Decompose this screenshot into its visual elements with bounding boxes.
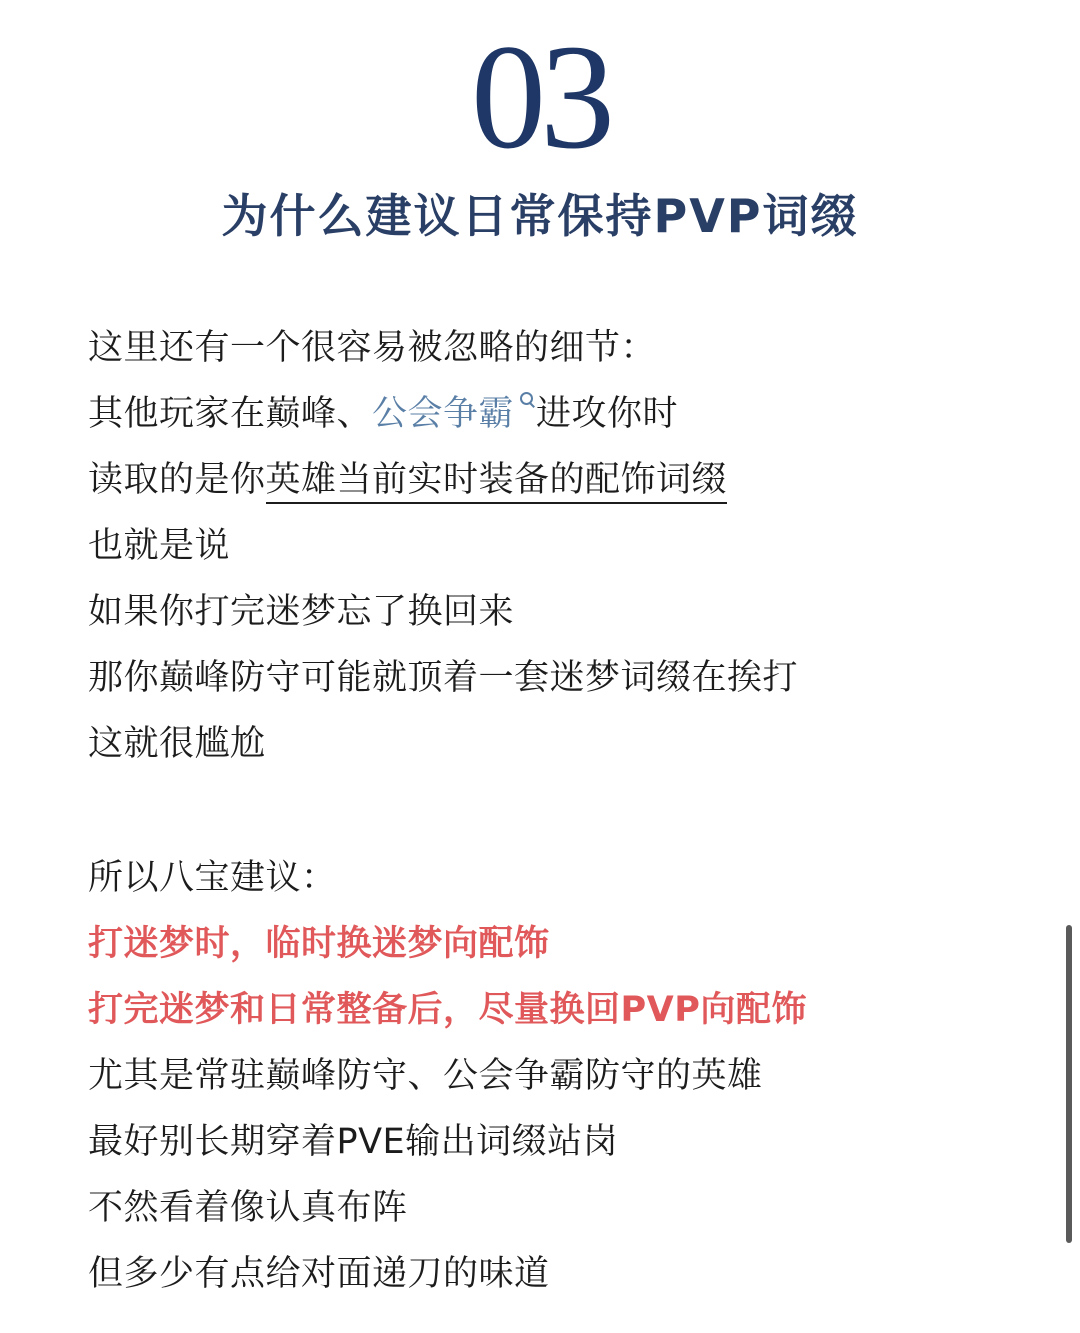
text-line-3 — [88, 458, 727, 502]
text-line-3-prefix: 读取的是你 — [88, 460, 266, 500]
search-icon — [518, 392, 536, 422]
scrollbar-thumb[interactable] — [1066, 925, 1072, 1243]
text-line-2 — [88, 392, 678, 436]
guild-battle-link-label: 公会争霸 — [372, 394, 515, 434]
text-line-8: 所以八宝建议： — [88, 858, 337, 898]
highlight-line-2: 打完迷梦和日常整备后，尽量换回PVP向配饰 — [88, 990, 807, 1030]
section-title: 为什么建议日常保持PVP词缀 — [221, 189, 859, 243]
text-line-5: 如果你打完迷梦忘了换回来 — [88, 592, 515, 632]
text-line-11: 尤其是常驻巅峰防守、公会争霸防守的英雄 — [88, 1056, 763, 1096]
highlight-line-1: 打迷梦时，临时换迷梦向配饰 — [88, 924, 550, 964]
text-line-2-suffix: 进攻你时 — [536, 394, 679, 434]
text-line-7: 这就很尴尬 — [88, 724, 266, 764]
text-line-6: 那你巅峰防守可能就顶着一套迷梦词缀在挨打 — [88, 658, 799, 698]
underlined-phrase: 英雄当前实时装备的配饰词缀 — [266, 460, 728, 504]
text-line-13: 不然看着像认真布阵 — [88, 1188, 408, 1228]
text-line-4: 也就是说 — [88, 526, 231, 566]
text-line-1: 这里还有一个很容易被忽略的细节： — [88, 328, 657, 368]
text-line-14: 但多少有点给对面递刀的味道 — [88, 1254, 550, 1294]
section-number: 03 — [471, 14, 609, 180]
text-line-2-prefix: 其他玩家在巅峰、 — [88, 394, 373, 434]
guild-battle-link[interactable] — [372, 394, 536, 434]
text-line-12: 最好别长期穿着PVE输出词缀站岗 — [88, 1122, 619, 1162]
